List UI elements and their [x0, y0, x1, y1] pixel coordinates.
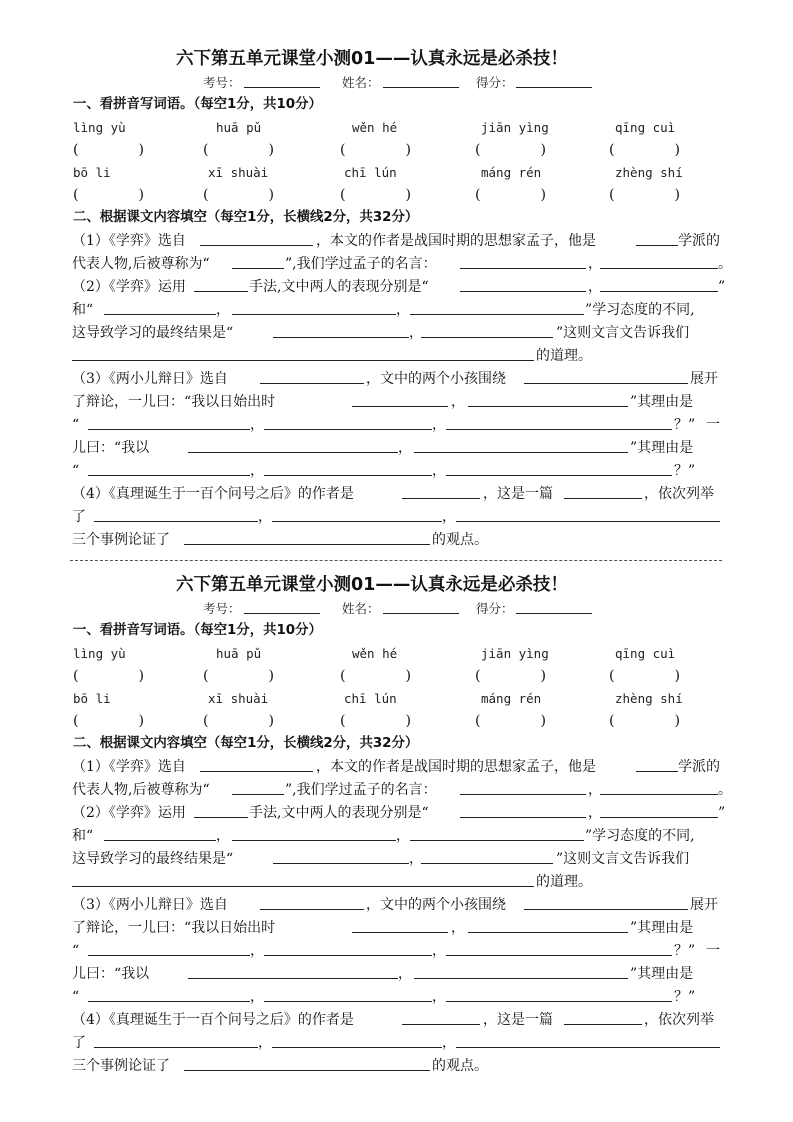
answer-blank[interactable]: [410, 314, 584, 315]
question-text: （3）《两小儿辩日》选自: [72, 897, 228, 913]
pinyin-label: zhèng shí: [615, 165, 683, 180]
punct: ，: [442, 1035, 456, 1051]
question-text: 三个事例论证了: [72, 532, 170, 548]
answer-box[interactable]: ( ): [340, 142, 412, 158]
question-line: [0, 963, 793, 985]
question-line: [0, 483, 793, 505]
question-line: [0, 802, 793, 824]
answer-blank[interactable]: [194, 291, 248, 292]
question-text: 代表人物,后被尊称为“: [72, 256, 210, 272]
answer-blank[interactable]: [414, 452, 628, 453]
pinyin-label: zhèng shí: [615, 691, 683, 706]
answer-blank[interactable]: [468, 932, 628, 933]
punct: ，: [432, 463, 446, 479]
punct: 。: [718, 782, 732, 798]
exam-no-field[interactable]: [244, 87, 320, 88]
answer-blank[interactable]: [636, 245, 678, 246]
answer-box[interactable]: ( ): [609, 713, 681, 729]
name-label: 姓名：: [342, 601, 380, 616]
question-text: 的观点。: [432, 532, 488, 548]
question-text: 这导致学习的最终结果是“: [72, 325, 234, 341]
question-text: ，这是一篇: [483, 1012, 553, 1028]
answer-blank[interactable]: [88, 955, 250, 956]
score-field[interactable]: [516, 87, 592, 88]
question-text: （1）《学弈》选自: [72, 759, 186, 775]
punct: ，: [451, 920, 465, 936]
pinyin-label: wěn hé: [352, 120, 398, 135]
exam-no-field[interactable]: [244, 613, 320, 614]
info-row: [0, 598, 793, 620]
question-line: [0, 756, 793, 778]
answer-box-row: [0, 710, 793, 732]
question-text: ”其理由是: [630, 966, 694, 982]
answer-box[interactable]: ( ): [340, 713, 412, 729]
answer-blank[interactable]: [468, 406, 628, 407]
question-text: （4）《真理诞生于一百个问号之后》的作者是: [72, 1012, 354, 1028]
question-text: ”其理由是: [630, 920, 694, 936]
answer-blank[interactable]: [564, 1024, 642, 1025]
answer-box[interactable]: ( ): [203, 187, 275, 203]
answer-blank[interactable]: [410, 840, 584, 841]
question-text: （2）《学弈》运用: [72, 805, 186, 821]
pinyin-label: xī shuài: [208, 691, 269, 706]
question-line: [0, 276, 793, 298]
question-line: [0, 848, 793, 870]
question-line: [0, 414, 793, 436]
answer-blank[interactable]: [264, 1001, 432, 1002]
answer-blank[interactable]: [200, 245, 313, 246]
answer-blank[interactable]: [446, 1001, 672, 1002]
question-line: [0, 368, 793, 390]
answer-blank[interactable]: [600, 794, 718, 795]
answer-blank[interactable]: [524, 383, 688, 384]
pinyin-label: huā pǔ: [216, 120, 262, 135]
punct: ，: [588, 805, 602, 821]
answer-box[interactable]: ( ): [203, 713, 275, 729]
score-label: 得分：: [476, 75, 514, 90]
answer-blank[interactable]: [456, 521, 720, 522]
question-text: 的道理。: [536, 348, 592, 364]
answer-blank[interactable]: [600, 268, 718, 269]
question-text: ，文中的两个小孩围绕: [366, 897, 506, 913]
pinyin-label: huā pǔ: [216, 646, 262, 661]
punct: ，: [396, 828, 410, 844]
pinyin-label: jiān yìng: [481, 120, 549, 135]
question-text: ，文中的两个小孩围绕: [366, 371, 506, 387]
question-line: [0, 894, 793, 916]
punct: ，: [409, 851, 423, 867]
answer-blank[interactable]: [352, 932, 448, 933]
question-text: ”,我们学过孟子的名言：: [285, 256, 437, 272]
punct: ？”: [674, 417, 696, 433]
exam-no-label: 考号：: [203, 601, 241, 616]
punct: ，: [588, 279, 602, 295]
section-heading: 一、看拼音写词语。（每空1分，共10分）: [73, 623, 322, 638]
answer-blank[interactable]: [446, 475, 672, 476]
pinyin-label: lìng yù: [73, 120, 126, 135]
punct: ，: [216, 828, 230, 844]
question-text: 了: [72, 1035, 86, 1051]
punct: ，: [442, 509, 456, 525]
question-line: [0, 322, 793, 344]
quiz-title: 六下第五单元课堂小测01——认真永远是必杀技！: [176, 49, 568, 69]
answer-blank[interactable]: [184, 1070, 430, 1071]
punct: ，: [396, 302, 410, 318]
answer-blank[interactable]: [264, 429, 432, 430]
question-line: [0, 779, 793, 801]
question-line: [0, 871, 793, 893]
question-text: 和“: [72, 828, 94, 844]
score-label: 得分：: [476, 601, 514, 616]
quiz-copy-bottom: [0, 526, 793, 1074]
question-text: 一: [706, 943, 720, 959]
answer-blank[interactable]: [232, 840, 396, 841]
answer-blank[interactable]: [402, 498, 480, 499]
section-heading: 二、根据课文内容填空（每空1分，长横线2分，共32分）: [73, 210, 419, 225]
question-text: ”其理由是: [630, 440, 694, 456]
answer-blank[interactable]: [94, 521, 258, 522]
section-heading: 二、根据课文内容填空（每空1分，长横线2分，共32分）: [73, 736, 419, 751]
question-text: 一: [706, 417, 720, 433]
pinyin-label: lìng yù: [73, 646, 126, 661]
question-text: ，本文的作者是战国时期的思想家孟子，他是: [316, 759, 596, 775]
answer-blank[interactable]: [273, 863, 409, 864]
question-text: 展开: [690, 897, 718, 913]
answer-blank[interactable]: [600, 817, 718, 818]
answer-blank[interactable]: [72, 886, 534, 887]
question-line: [0, 506, 793, 528]
question-text: 了辩论，一儿曰：“我以日始出时: [72, 394, 276, 410]
answer-blank[interactable]: [88, 1001, 250, 1002]
punct: ，: [250, 943, 264, 959]
question-text: 了: [72, 509, 86, 525]
answer-blank[interactable]: [264, 475, 432, 476]
punct: ，: [432, 417, 446, 433]
answer-blank[interactable]: [264, 955, 432, 956]
answer-blank[interactable]: [104, 840, 216, 841]
pinyin-label: chī lún: [344, 165, 397, 180]
pinyin-label: wěn hé: [352, 646, 398, 661]
question-text: 代表人物,后被尊称为“: [72, 782, 210, 798]
answer-blank[interactable]: [232, 794, 284, 795]
answer-blank[interactable]: [260, 909, 364, 910]
answer-box-row: [0, 665, 793, 687]
punct: ，: [250, 463, 264, 479]
pinyin-label: xī shuài: [208, 165, 269, 180]
answer-blank[interactable]: [636, 771, 678, 772]
question-text: ，依次列举: [644, 1012, 714, 1028]
question-text: （1）《学弈》选自: [72, 233, 186, 249]
pinyin-label: máng rén: [481, 165, 542, 180]
punct: ？”: [674, 943, 696, 959]
pinyin-row: [0, 643, 793, 665]
answer-blank[interactable]: [272, 1047, 442, 1048]
punct: “: [72, 463, 80, 479]
question-text: （2）《学弈》运用: [72, 279, 186, 295]
punct: “: [72, 417, 80, 433]
punct: ，: [216, 302, 230, 318]
pinyin-label: chī lún: [344, 691, 397, 706]
quiz-title: 六下第五单元课堂小测01——认真永远是必杀技！: [176, 575, 568, 595]
question-line: [0, 825, 793, 847]
answer-box-row: [0, 184, 793, 206]
question-text: 儿曰：“我以: [72, 966, 150, 982]
answer-blank[interactable]: [524, 909, 688, 910]
punct: ，: [398, 440, 412, 456]
section-heading: 一、看拼音写词语。（每空1分，共10分）: [73, 97, 322, 112]
pinyin-row: [0, 688, 793, 710]
answer-box[interactable]: ( ): [73, 187, 145, 203]
answer-blank[interactable]: [273, 337, 409, 338]
answer-box[interactable]: ( ): [340, 668, 412, 684]
pinyin-label: máng rén: [481, 691, 542, 706]
punct: “: [72, 989, 80, 1005]
answer-blank[interactable]: [104, 314, 216, 315]
answer-blank[interactable]: [72, 360, 534, 361]
answer-blank[interactable]: [460, 817, 586, 818]
question-text: 这导致学习的最终结果是“: [72, 851, 234, 867]
pinyin-label: bō li: [73, 165, 111, 180]
question-text: 的道理。: [536, 874, 592, 890]
question-text: ，本文的作者是战国时期的思想家孟子，他是: [316, 233, 596, 249]
name-field[interactable]: [383, 613, 459, 614]
question-text: 手法,文中两人的表现分别是“: [249, 279, 429, 295]
answer-blank[interactable]: [402, 1024, 480, 1025]
punct: ，: [258, 509, 272, 525]
answer-box[interactable]: ( ): [475, 187, 547, 203]
question-text: 儿曰：“我以: [72, 440, 150, 456]
answer-box[interactable]: ( ): [203, 142, 275, 158]
answer-blank[interactable]: [194, 817, 248, 818]
answer-blank[interactable]: [446, 955, 672, 956]
punct: ？”: [674, 463, 696, 479]
question-text: 展开: [690, 371, 718, 387]
answer-blank[interactable]: [88, 429, 250, 430]
question-text: （4）《真理诞生于一百个问号之后》的作者是: [72, 486, 354, 502]
question-text: ”这则文言文告诉我们: [556, 851, 690, 867]
punct: ？”: [674, 989, 696, 1005]
punct: ，: [398, 966, 412, 982]
quiz-copy-top: [0, 0, 793, 548]
answer-blank[interactable]: [564, 498, 642, 499]
question-text: ”学习态度的不同,: [585, 302, 695, 318]
question-text: ”其理由是: [630, 394, 694, 410]
punct: ，: [409, 325, 423, 341]
answer-blank[interactable]: [272, 521, 442, 522]
answer-blank[interactable]: [232, 268, 284, 269]
question-line: [0, 437, 793, 459]
answer-box[interactable]: ( ): [475, 713, 547, 729]
question-text: 和“: [72, 302, 94, 318]
answer-blank[interactable]: [232, 314, 396, 315]
question-text: ”,我们学过孟子的名言：: [285, 782, 437, 798]
question-text: 学派的: [678, 759, 720, 775]
question-line: [0, 1032, 793, 1054]
answer-box[interactable]: ( ): [609, 187, 681, 203]
answer-blank[interactable]: [352, 406, 448, 407]
question-text: 了辩论，一儿曰：“我以日始出时: [72, 920, 276, 936]
question-text: （3）《两小儿辩日》选自: [72, 371, 228, 387]
question-text: ，这是一篇: [483, 486, 553, 502]
punct: ，: [588, 256, 602, 272]
pinyin-row: [0, 162, 793, 184]
punct: ，: [588, 782, 602, 798]
pinyin-label: bō li: [73, 691, 111, 706]
answer-blank[interactable]: [460, 794, 586, 795]
answer-box[interactable]: ( ): [609, 142, 681, 158]
answer-blank[interactable]: [600, 291, 718, 292]
question-line: [0, 299, 793, 321]
answer-blank[interactable]: [188, 978, 398, 979]
punct: ，: [258, 1035, 272, 1051]
answer-blank[interactable]: [94, 1047, 258, 1048]
answer-blank[interactable]: [421, 337, 553, 338]
question-line: [0, 986, 793, 1008]
answer-box-row: [0, 139, 793, 161]
info-row: [0, 72, 793, 94]
pinyin-label: qīng cuì: [615, 646, 676, 661]
question-line: [0, 1009, 793, 1031]
name-label: 姓名：: [342, 75, 380, 90]
punct: ”: [718, 279, 726, 295]
answer-blank[interactable]: [88, 475, 250, 476]
pinyin-row: [0, 117, 793, 139]
question-line: [0, 1055, 793, 1077]
question-line: [0, 253, 793, 275]
punct: “: [72, 943, 80, 959]
question-text: 学派的: [678, 233, 720, 249]
question-text: 三个事例论证了: [72, 1058, 170, 1074]
answer-blank[interactable]: [260, 383, 364, 384]
answer-blank[interactable]: [414, 978, 628, 979]
punct: 。: [718, 256, 732, 272]
question-text: ”学习态度的不同,: [585, 828, 695, 844]
answer-box[interactable]: ( ): [73, 713, 145, 729]
punct: ，: [432, 943, 446, 959]
name-field[interactable]: [383, 87, 459, 88]
answer-blank[interactable]: [460, 268, 586, 269]
answer-blank[interactable]: [446, 429, 672, 430]
answer-box[interactable]: ( ): [475, 668, 547, 684]
answer-blank[interactable]: [460, 291, 586, 292]
answer-blank[interactable]: [456, 1047, 720, 1048]
punct: ，: [451, 394, 465, 410]
question-text: ”这则文言文告诉我们: [556, 325, 690, 341]
question-line: [0, 391, 793, 413]
question-line: [0, 940, 793, 962]
pinyin-label: qīng cuì: [615, 120, 676, 135]
punct: ”: [718, 805, 726, 821]
question-line: [0, 230, 793, 252]
question-text: ，依次列举: [644, 486, 714, 502]
score-field[interactable]: [516, 613, 592, 614]
answer-blank[interactable]: [200, 771, 313, 772]
question-line: [0, 917, 793, 939]
question-text: 手法,文中两人的表现分别是“: [249, 805, 429, 821]
punct: ，: [250, 417, 264, 433]
exam-no-label: 考号：: [203, 75, 241, 90]
pinyin-label: jiān yìng: [481, 646, 549, 661]
punct: ，: [250, 989, 264, 1005]
question-line: [0, 460, 793, 482]
punct: ，: [432, 989, 446, 1005]
answer-box[interactable]: ( ): [73, 668, 145, 684]
answer-box[interactable]: ( ): [609, 668, 681, 684]
answer-box[interactable]: ( ): [475, 142, 547, 158]
question-line: [0, 345, 793, 367]
answer-blank[interactable]: [421, 863, 553, 864]
answer-box[interactable]: ( ): [73, 142, 145, 158]
answer-box[interactable]: ( ): [340, 187, 412, 203]
question-text: 的观点。: [432, 1058, 488, 1074]
answer-box[interactable]: ( ): [203, 668, 275, 684]
answer-blank[interactable]: [188, 452, 398, 453]
